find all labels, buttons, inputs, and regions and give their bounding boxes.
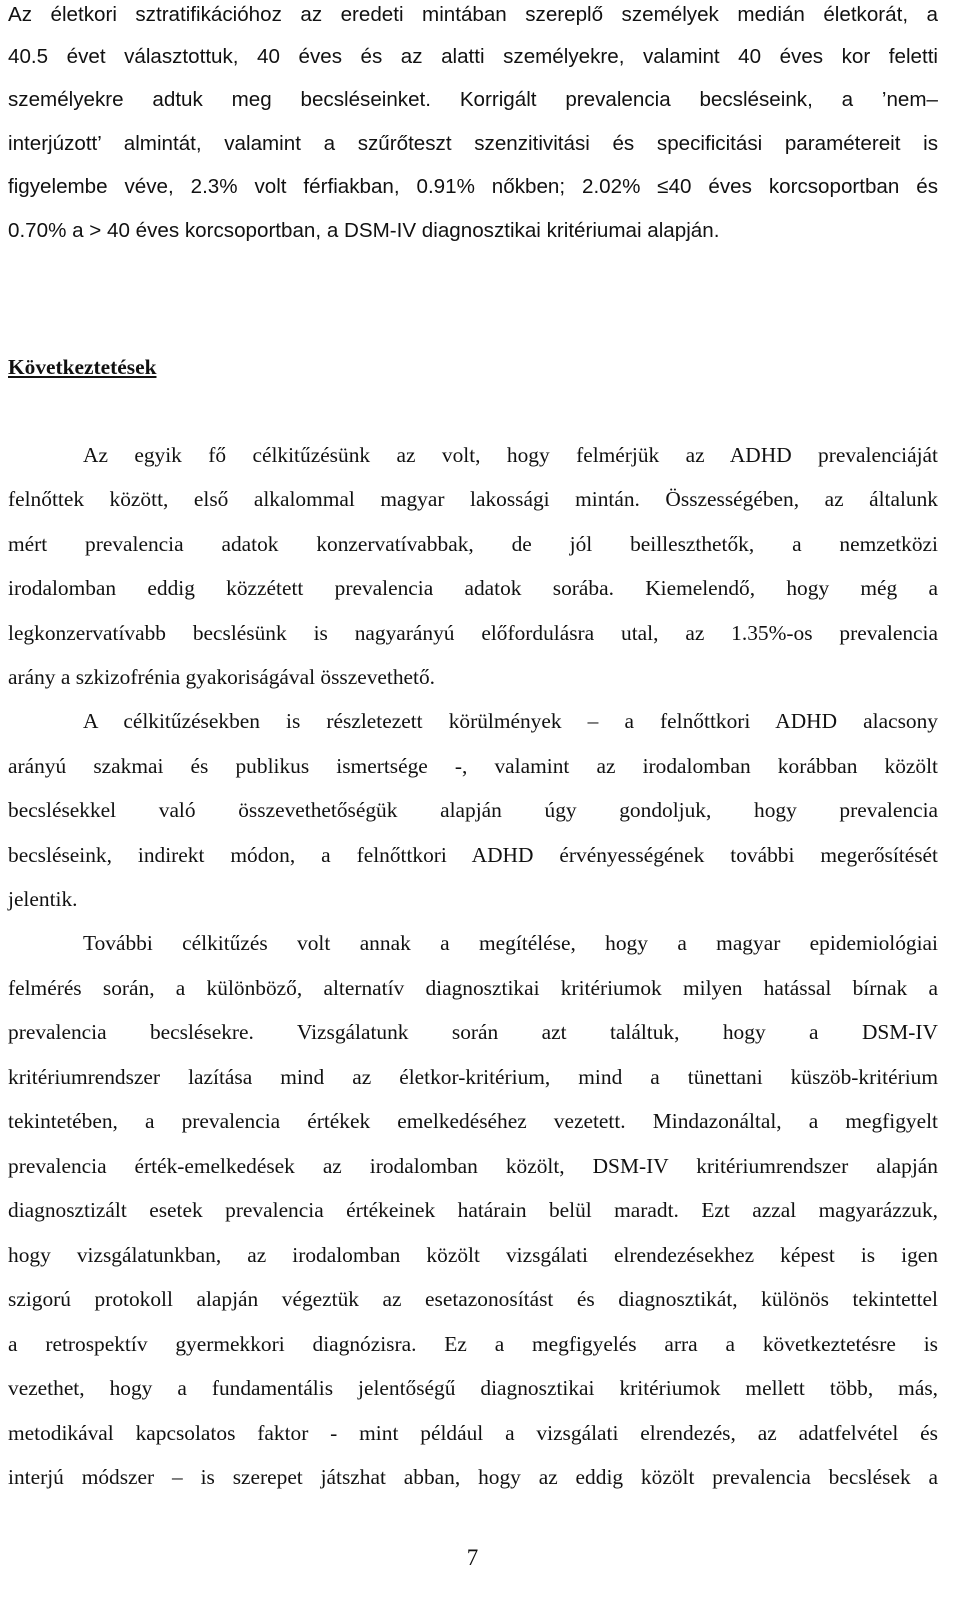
paragraph-line: tekintetében, a prevalencia értékek emelkedéséhez vezetett. Mindazonáltal, a megfigyelt [8,1109,938,1133]
paragraph-line: becsléseink, indirekt módon, a felnőttkori ADHD érvényességének további megerősítését [8,843,938,867]
section-heading: Következtetések [8,355,157,379]
paragraph-line: a retrospektív gyermekkori diagnózisra. Ez a megfigyelés arra a következtetésre is [8,1332,938,1356]
intro-line: figyelembe véve, 2.3% volt férfiakban, 0.91% nőkben; 2.02% ≤40 éves korcsoportban és [8,175,938,198]
paragraph-line: A célkitűzésekben is részletezett körülmények – a felnőttkori ADHD alacsony [83,709,938,733]
paragraph-line: legkonzervatívabb becslésünk is nagyarányú előfordulásra utal, az 1.35%-os prevalencia [8,621,938,645]
paragraph-line: felmérés során, a különböző, alternatív diagnosztikai kritériumok milyen hatással bírnak a [8,976,938,1000]
paragraph-line: prevalencia érték-emelkedések az irodalomban közölt, DSM-IV kritériumrendszer alapján [8,1154,938,1178]
intro-line: interjúzott’ almintát, valamint a szűrőteszt szenzitivitási és specificitási paramétereit is [8,132,938,155]
paragraph-line: mért prevalencia adatok konzervatívabbak, de jól beilleszthetők, a nemzetközi [8,532,938,556]
paragraph-line: jelentik. [8,887,78,911]
paragraph-line: További célkitűzés volt annak a megítélése, hogy a magyar epidemiológiai [83,931,938,955]
page-number: 7 [466,1545,479,1570]
paragraph-line: irodalomban eddig közzétett prevalencia adatok sorába. Kiemelendő, hogy még a [8,576,938,600]
intro-line: 40.5 évet választottuk, 40 éves és az alatti személyekre, valamint 40 éves kor feletti [8,45,938,68]
paragraph-line: prevalencia becslésekre. Vizsgálatunk során azt találtuk, hogy a DSM-IV [8,1020,938,1044]
paragraph-line: arányú szakmai és publikus ismertsége -, valamint az irodalomban korábban közölt [8,754,938,778]
paragraph-line: szigorú protokoll alapján végeztük az esetazonosítást és diagnosztikát, különös tekintettel [8,1287,938,1311]
paragraph-line: hogy vizsgálatunkban, az irodalomban közölt vizsgálati elrendezésekhez képest is igen [8,1243,938,1267]
paragraph-line: Az egyik fő célkitűzésünk az volt, hogy felmérjük az ADHD prevalenciáját [83,443,938,467]
intro-line: 0.70% a > 40 éves korcsoportban, a DSM-IV diagnosztikai kritériumai alapján. [8,219,720,242]
paragraph-line: diagnosztizált esetek prevalencia értékeinek határain belül maradt. Ezt azzal magyarázzuk, [8,1198,938,1222]
paragraph-line: becslésekkel való összevethetőségük alapján úgy gondoljuk, hogy prevalencia [8,798,938,822]
paragraph-line: arány a szkizofrénia gyakoriságával összevethető. [8,665,436,689]
paragraph-line: metodikával kapcsolatos faktor - mint például a vizsgálati elrendezés, az adatfelvétel és [8,1421,938,1445]
intro-line: személyekre adtuk meg becsléseinket. Korrigált prevalencia becsléseink, a ’nem– [8,88,938,111]
intro-line: Az életkori sztratifikációhoz az eredeti mintában szereplő személyek medián életkorát, a [8,3,938,26]
paragraph-line: vezethet, hogy a fundamentális jelentőségű diagnosztikai kritériumok mellett több, más, [8,1376,938,1400]
paragraph-line: interjú módszer – is szerepet játszhat abban, hogy az eddig közölt prevalencia becslések a [8,1465,938,1489]
paragraph-line: kritériumrendszer lazítása mind az életkor-kritérium, mind a tünettani küszöb-kritérium [8,1065,938,1089]
paragraph-line: felnőttek között, első alkalommal magyar lakossági mintán. Összességében, az általunk [8,487,938,511]
